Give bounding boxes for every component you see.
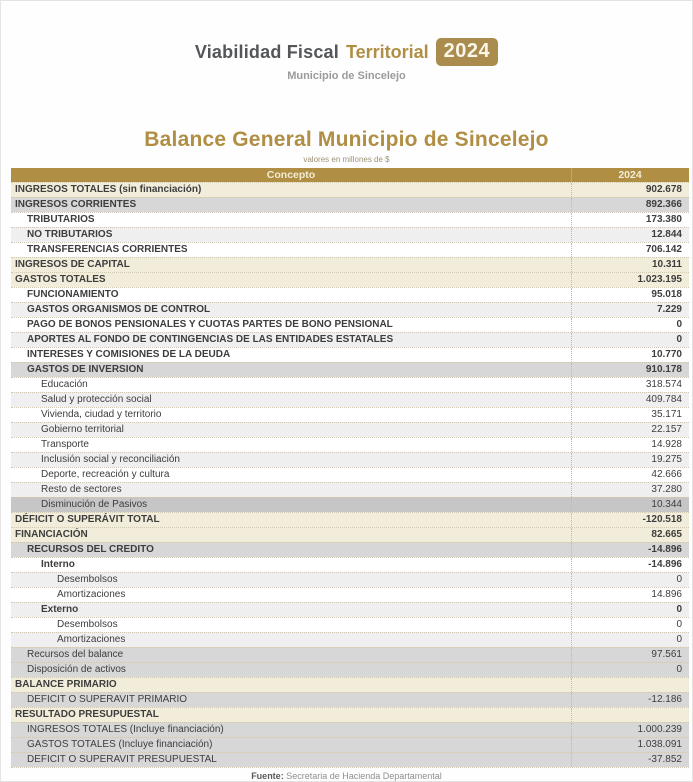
table-row xyxy=(11,602,689,617)
row-concept: INGRESOS TOTALES (Incluye financiación) xyxy=(11,723,572,737)
row-value: 19.275 xyxy=(651,454,682,465)
row-concept: DEFICIT O SUPERAVIT PRESUPUESTAL xyxy=(11,753,572,767)
row-concept: GASTOS ORGANISMOS DE CONTROL xyxy=(11,303,572,317)
table-row xyxy=(11,572,689,587)
row-value: -120.518 xyxy=(642,514,682,525)
row-concept: Disposición de activos xyxy=(11,663,572,677)
row-concept: TRIBUTARIOS xyxy=(11,213,572,227)
row-value: 37.280 xyxy=(651,484,682,495)
row-concept: DEFICIT O SUPERAVIT PRIMARIO xyxy=(11,693,572,707)
row-concept: APORTES AL FONDO DE CONTINGENCIAS DE LAS ENTIDADES ESTATALES xyxy=(11,333,572,347)
table-row xyxy=(11,257,689,272)
table-row xyxy=(11,377,689,392)
table-row xyxy=(11,227,689,242)
table-row xyxy=(11,617,689,632)
row-concept: Educación xyxy=(11,378,572,392)
row-value: 97.561 xyxy=(651,649,682,660)
table-row xyxy=(11,287,689,302)
year-badge: 2024 xyxy=(436,38,499,66)
row-value: 1.023.195 xyxy=(637,274,682,285)
page-title: Balance General Municipio de Sincelejo xyxy=(144,128,549,151)
row-concept: Externo xyxy=(11,603,572,617)
row-value: 10.770 xyxy=(651,349,682,360)
row-value: 42.666 xyxy=(651,469,682,480)
table-row xyxy=(11,242,689,257)
table-row xyxy=(11,422,689,437)
row-concept: RESULTADO PRESUPUESTAL xyxy=(11,708,572,722)
table-row xyxy=(11,707,689,722)
row-concept: INGRESOS TOTALES (sin financiación) xyxy=(11,183,572,197)
table-row xyxy=(11,482,689,497)
row-concept: GASTOS TOTALES xyxy=(11,273,572,287)
row-concept: Amortizaciones xyxy=(11,633,572,647)
row-concept: Interno xyxy=(11,558,572,572)
row-value: 10.311 xyxy=(651,259,682,270)
table-row xyxy=(11,557,689,572)
footer-source-label: Fuente: xyxy=(251,771,284,781)
row-concept: Salud y protección social xyxy=(11,393,572,407)
footer-source xyxy=(1,771,692,781)
row-value: -12.186 xyxy=(648,694,682,705)
row-concept: INGRESOS DE CAPITAL xyxy=(11,258,572,272)
row-value: -14.896 xyxy=(648,559,682,570)
table-row xyxy=(11,317,689,332)
row-concept: INTERESES Y COMISIONES DE LA DEUDA xyxy=(11,348,572,362)
row-concept: NO TRIBUTARIOS xyxy=(11,228,572,242)
table-row xyxy=(11,437,689,452)
table-row xyxy=(11,407,689,422)
table-header-year: 2024 xyxy=(618,169,642,181)
brand-name: Viabilidad Fiscal xyxy=(194,41,339,62)
row-value: 0 xyxy=(676,619,682,630)
table-row xyxy=(11,587,689,602)
row-value: 10.344 xyxy=(651,499,682,510)
table-row xyxy=(11,632,689,647)
table-body xyxy=(11,182,689,767)
row-value: 1.000.239 xyxy=(637,724,682,735)
row-concept: Vivienda, ciudad y territorio xyxy=(11,408,572,422)
row-value: 318.574 xyxy=(645,379,682,390)
row-concept: PAGO DE BONOS PENSIONALES Y CUOTAS PARTES DE BONO PENSIONAL xyxy=(11,318,572,332)
table-row xyxy=(11,392,689,407)
row-value: 0 xyxy=(676,319,682,330)
brand-territorial-label: Territorial xyxy=(345,41,429,62)
row-value: -37.852 xyxy=(648,754,682,765)
row-value: 35.171 xyxy=(651,409,682,420)
table-row xyxy=(11,272,689,287)
row-value: 0 xyxy=(676,574,682,585)
table-row xyxy=(11,752,689,767)
row-value: -14.896 xyxy=(648,544,682,555)
table-row xyxy=(11,362,689,377)
row-concept: Disminución de Pasivos xyxy=(11,498,572,512)
row-value: 910.178 xyxy=(645,364,682,375)
table-row xyxy=(11,722,689,737)
row-concept: Amortizaciones xyxy=(11,588,572,602)
row-value: 706.142 xyxy=(645,244,682,255)
table-row xyxy=(11,302,689,317)
brand-header xyxy=(1,1,692,84)
row-value: 14.896 xyxy=(651,589,682,600)
row-value xyxy=(572,708,688,722)
balance-table xyxy=(11,168,689,768)
row-value: 0 xyxy=(676,664,682,675)
table-row xyxy=(11,662,689,677)
row-concept: GASTOS TOTALES (Incluye financiación) xyxy=(11,738,572,752)
table-row xyxy=(11,452,689,467)
row-concept: INGRESOS CORRIENTES xyxy=(11,198,572,212)
row-value: 95.018 xyxy=(651,289,682,300)
row-value: 7.229 xyxy=(656,304,682,315)
row-concept: Inclusión social y reconciliación xyxy=(11,453,572,467)
row-concept: FINANCIACIÓN xyxy=(11,528,572,542)
table-header-row xyxy=(11,168,689,182)
row-value: 0 xyxy=(676,334,682,345)
row-value: 173.380 xyxy=(645,214,682,225)
table-row xyxy=(11,212,689,227)
table-row xyxy=(11,542,689,557)
footer-source-text: Secretaria de Hacienda Departamental xyxy=(286,771,442,781)
page-subtitle: valores en millones de $ xyxy=(303,155,390,164)
table-row xyxy=(11,197,689,212)
brand-title-line xyxy=(1,37,692,67)
table-row xyxy=(11,347,689,362)
row-concept: Resto de sectores xyxy=(11,483,572,497)
row-concept: Desembolsos xyxy=(11,618,572,632)
row-value: 14.928 xyxy=(651,439,682,450)
table-row xyxy=(11,497,689,512)
row-concept: Transporte xyxy=(11,438,572,452)
row-value: 902.678 xyxy=(645,184,682,195)
table-row xyxy=(11,332,689,347)
table-row xyxy=(11,647,689,662)
row-concept: Desembolsos xyxy=(11,573,572,587)
row-value: 0 xyxy=(676,634,682,645)
row-concept: Recursos del balance xyxy=(11,648,572,662)
table-row xyxy=(11,737,689,752)
table-header-concept: Concepto xyxy=(11,168,572,182)
row-value: 22.157 xyxy=(651,424,682,435)
row-value: 1.038.091 xyxy=(637,739,682,750)
row-concept: Deporte, recreación y cultura xyxy=(11,468,572,482)
row-value xyxy=(572,678,688,692)
brand-subtitle: Municipio de Sincelejo xyxy=(287,70,406,82)
table-row xyxy=(11,467,689,482)
row-value: 409.784 xyxy=(645,394,682,405)
row-concept: DÉFICIT O SUPERÁVIT TOTAL xyxy=(11,513,572,527)
row-concept: FUNCIONAMIENTO xyxy=(11,288,572,302)
table-row xyxy=(11,677,689,692)
table-row xyxy=(11,512,689,527)
row-value: 12.844 xyxy=(651,229,682,240)
row-concept: GASTOS DE INVERSION xyxy=(11,363,572,377)
table-row xyxy=(11,692,689,707)
row-concept: TRANSFERENCIAS CORRIENTES xyxy=(11,243,572,257)
table-row xyxy=(11,527,689,542)
row-concept: RECURSOS DEL CREDITO xyxy=(11,543,572,557)
row-concept: Gobierno territorial xyxy=(11,423,572,437)
table-row xyxy=(11,182,689,197)
row-value: 0 xyxy=(676,604,682,615)
row-concept: BALANCE PRIMARIO xyxy=(11,678,572,692)
row-value: 82.665 xyxy=(651,529,682,540)
row-value: 892.366 xyxy=(645,199,682,210)
